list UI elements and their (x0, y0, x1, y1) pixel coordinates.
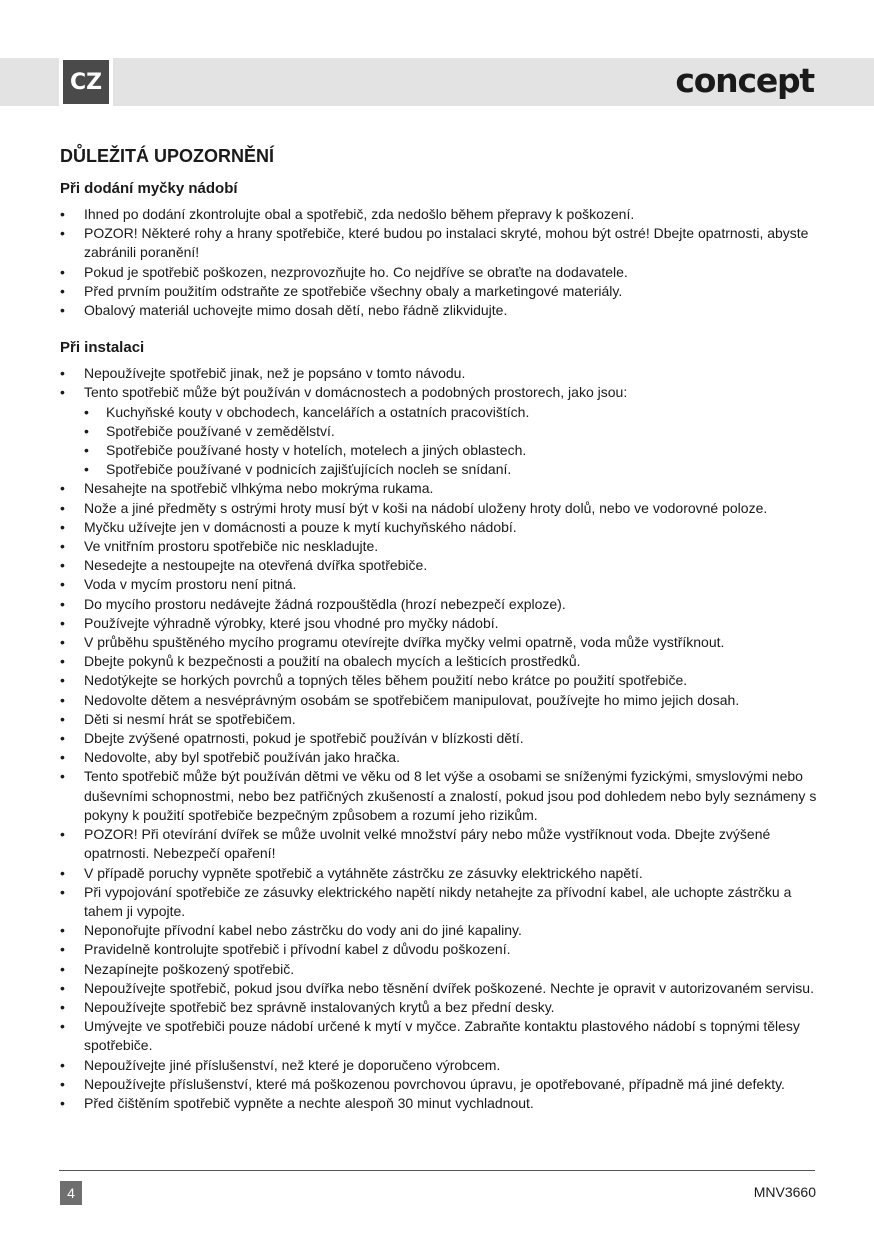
sub-list-item: • Spotřebiče používané hosty v hotelích, motelech a jiných oblastech. (106, 441, 820, 460)
list-item: • POZOR! Některé rohy a hrany spotřebiče, které budou po instalaci skryté, mohou být ostré! Dbejte opatrnosti, abyste zabránili poranění! (60, 224, 820, 262)
list-item: • Při vypojování spotřebiče ze zásuvky elektrického napětí nikdy netahejte za přívodní kabel, ale uchopte zástrčku a tahem ji vypojte. (60, 883, 820, 921)
list-item: • Děti si nesmí hrát se spotřebičem. (60, 710, 820, 729)
list-item: • Obalový materiál uchovejte mimo dosah dětí, nebo řádně zlikvidujte. (60, 301, 820, 320)
page-title: DŮLEŽITÁ UPOZORNĚNÍ (60, 146, 274, 166)
language-code: CZ (63, 60, 109, 104)
list-item: • Používejte výhradně výrobky, které jsou vhodné pro myčky nádobí. (60, 614, 820, 633)
list-item: • Voda v mycím prostoru není pitná. (60, 575, 820, 594)
list-item: • Ihned po dodání zkontrolujte obal a spotřebič, zda nedošlo během přepravy k poškození. (60, 205, 820, 224)
list-item: • Nedovolte, aby byl spotřebič používán jako hračka. (60, 748, 820, 767)
list-item: • Nepoužívejte spotřebič, pokud jsou dvířka nebo těsnění dvířek poškozené. Nechte je opravit v autorizovaném servisu. (60, 979, 820, 998)
sub-list (84, 403, 820, 480)
list-item: • Nože a jiné předměty s ostrými hroty musí být v koši na nádobí uloženy hroty dolů, nebo ve vodorovné poloze. (60, 499, 820, 518)
list-item: • Dbejte zvýšené opatrnosti, pokud je spotřebič používán v blízkosti dětí. (60, 729, 820, 748)
list-item: • Ve vnitřním prostoru spotřebiče nic neskladujte. (60, 537, 820, 556)
page-number: 4 (60, 1181, 82, 1205)
sub-list-item: • Spotřebiče používané v zemědělství. (106, 422, 820, 441)
list-item: • Nezapínejte poškozený spotřebič. (60, 960, 820, 979)
main-content (60, 144, 820, 1113)
list-item: • V průběhu spuštěného mycího programu otevírejte dvířka myčky velmi opatrně, voda může vystříknout. (60, 633, 820, 652)
list-item: • POZOR! Při otevírání dvířek se může uvolnit velké množství páry nebo může vystříknout voda. Dbejte zvýšené opatrnosti. Nebezpečí opaření! (60, 825, 820, 863)
list-item: • Před prvním použitím odstraňte ze spotřebiče všechny obaly a marketingové materiály. (60, 282, 820, 301)
model-number: MNV3660 (753, 1184, 816, 1200)
list-item-with-sublist (60, 383, 820, 479)
list-item: • Nesahejte na spotřebič vlhkýma nebo mokrýma rukama. (60, 479, 820, 498)
list-item: • Pravidelně kontrolujte spotřebič i přívodní kabel z důvodu poškození. (60, 940, 820, 959)
list-item: • Nepoužívejte příslušenství, které má poškozenou povrchovou úpravu, je opotřebované, případně má jiné defekty. (60, 1075, 820, 1094)
sub-list-item: • Kuchyňské kouty v obchodech, kancelářích a ostatních pracovištích. (106, 403, 820, 422)
installation-list (60, 364, 820, 1113)
list-item: • Nedotýkejte se horkých povrchů a topných těles během použití nebo krátce po použití spotřebiče. (60, 671, 820, 690)
delivery-list (60, 205, 820, 320)
list-item: • Nepoužívejte jiné příslušenství, než které je doporučeno výrobcem. (60, 1056, 820, 1075)
list-item: • Před čištěním spotřebič vypněte a nechte alespoň 30 minut vychladnout. (60, 1094, 820, 1113)
list-item: • Do mycího prostoru nedávejte žádná rozpouštědla (hrozí nebezpečí exploze). (60, 595, 820, 614)
list-item: • Pokud je spotřebič poškozen, nezprovozňujte ho. Co nejdříve se obraťte na dodavatele. (60, 263, 820, 282)
list-item: • Tento spotřebič může být používán dětmi ve věku od 8 let výše a osobami se sníženými fyzickými, smyslovými nebo duševními schopnostmi, nebo bez patřičných zkušeností a znalostí, pokud jsou pod dohledem nebo byly seznámeny s pokyny k použití spotřebiče bezpečným způsobem a rozumí jeho rizikům. (60, 767, 820, 825)
footer-divider (59, 1170, 815, 1171)
list-item-text: Tento spotřebič může být používán v domácnostech a podobných prostorech, jako jsou: (84, 384, 628, 401)
list-item: • Nepoužívejte spotřebič jinak, než je popsáno v tomto návodu. (60, 364, 820, 383)
section-heading-installation: Při instalaci (60, 339, 145, 357)
list-item: • Myčku užívejte jen v domácnosti a pouze k mytí kuchyňského nádobí. (60, 518, 820, 537)
sub-list-item: • Spotřebiče používané v podnicích zajišťujících nocleh se snídaní. (106, 460, 820, 479)
section-heading-delivery: Při dodání myčky nádobí (60, 180, 238, 197)
language-badge (59, 58, 113, 106)
list-item: • Neponořujte přívodní kabel nebo zástrčku do vody ani do jiné kapaliny. (60, 921, 820, 940)
brand-logo: concept (675, 61, 814, 100)
list-item: • V případě poruchy vypněte spotřebič a vytáhněte zástrčku ze zásuvky elektrického napětí. (60, 864, 820, 883)
list-item: • Umývejte ve spotřebiči pouze nádobí určené k mytí v myčce. Zabraňte kontaktu plastového nádobí s topnými tělesy spotřebiče. (60, 1017, 820, 1055)
list-item: • Nedovolte dětem a nesvéprávným osobám se spotřebičem manipulovat, používejte ho mimo jejich dosah. (60, 691, 820, 710)
list-item: • Nesedejte a nestoupejte na otevřená dvířka spotřebiče. (60, 556, 820, 575)
list-item: • Nepoužívejte spotřebič bez správně instalovaných krytů a bez přední desky. (60, 998, 820, 1017)
list-item: • Dbejte pokynů k bezpečnosti a použití na obalech mycích a lešticích prostředků. (60, 652, 820, 671)
